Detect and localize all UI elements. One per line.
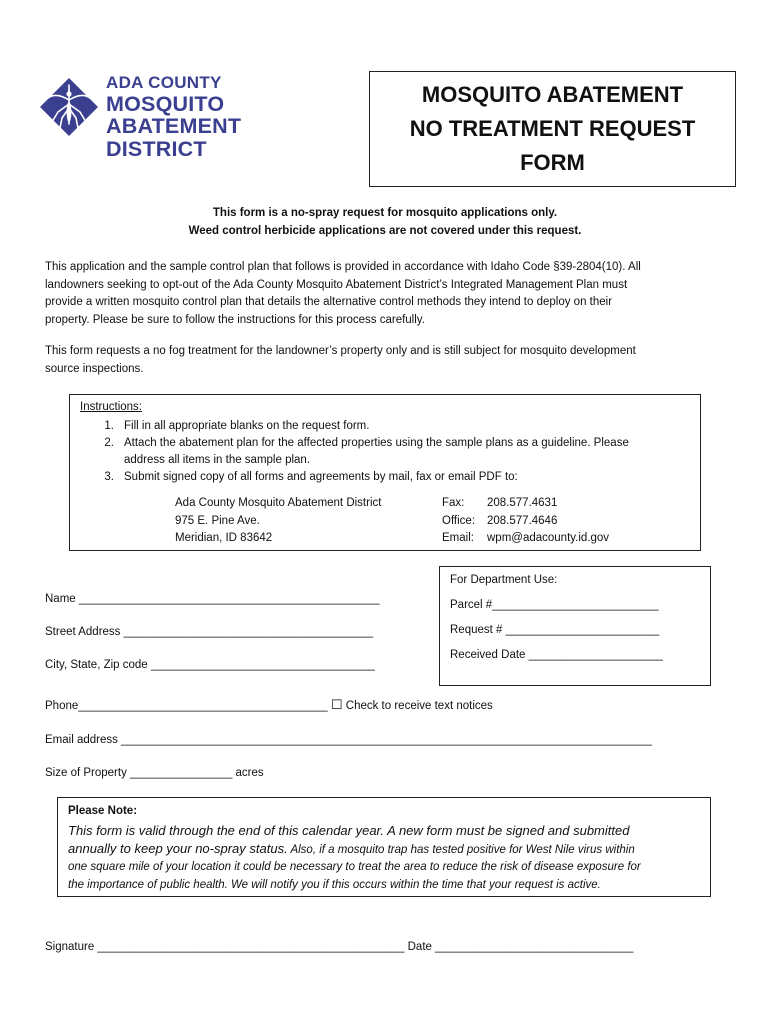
logo-line-1: ADA COUNTY xyxy=(106,73,222,92)
list-item-number: 3. xyxy=(104,471,114,483)
address-line: 975 E. Pine Ave. xyxy=(175,514,260,527)
list-item-number: 2. xyxy=(104,437,114,449)
intro-paragraph-1 xyxy=(45,259,725,329)
list-item-number: 1. xyxy=(104,420,114,432)
form-title-box xyxy=(369,71,736,187)
city-state-zip-field[interactable]: City, State, Zip code ___________________________________ xyxy=(45,659,375,671)
department-use-box xyxy=(439,566,711,686)
list-item-text-continued: address all items in the sample plan. xyxy=(124,454,311,466)
phone-field[interactable]: Phone_______________________________________ xyxy=(45,700,328,712)
note-line-3: one square mile of your location it could be necessary to treat the area to reduce the risk of disease exposure for xyxy=(68,861,641,873)
parcel-number-field[interactable]: Parcel #__________________________ xyxy=(450,599,659,611)
text-notices-label: Check to receive text notices xyxy=(345,700,493,712)
note-line-2-small: Also, if a mosquito trap has tested positive for West Nile virus within xyxy=(287,843,635,856)
list-item-text: Attach the abatement plan for the affected properties using the sample plans as a guideline. Please xyxy=(124,437,629,449)
para1-line-3: provide a written mosquito control plan that details the alternative control methods they intend to deploy on their xyxy=(45,296,613,308)
contact-value: 208.577.4631 xyxy=(487,497,558,509)
contact-fax xyxy=(442,495,609,513)
para2-line-1: This form requests a no fog treatment for the landowner’s property only and is still subject for mosquito development xyxy=(45,345,636,357)
email-address-field[interactable]: Email address ___________________________________________________________________________________ xyxy=(45,734,652,746)
text-notices-checkbox[interactable]: ☐ xyxy=(330,697,343,712)
instructions-heading: Instructions: xyxy=(80,401,142,413)
logo-wordmark xyxy=(106,74,358,161)
phone-row xyxy=(45,697,493,713)
para1-line-1: This application and the sample control plan that follows is provided in accordance with Idaho Code §39-2804(10). All xyxy=(45,261,641,273)
note-line-1: This form is valid through the end of this calendar year. A new form must be signed and submitted xyxy=(68,823,630,838)
contact-email xyxy=(442,530,609,548)
please-note-body xyxy=(68,822,708,894)
note-line-4: the importance of public health. We will notify you if this occurs within the time that your request is active. xyxy=(68,878,601,891)
please-note-heading: Please Note: xyxy=(68,805,138,817)
intro-bold-line-2: Weed control herbicide applications are not covered under this request. xyxy=(188,225,582,237)
para1-line-4: property. Please be sure to follow the instructions for this process carefully. xyxy=(45,313,425,326)
intro-bold-line-1: This form is a no-spray request for mosquito applications only. xyxy=(212,207,558,219)
note-line-2-large: annually to keep your no-spray status. xyxy=(68,840,288,856)
instructions-box xyxy=(69,394,701,551)
please-note-box xyxy=(57,797,711,897)
street-address-field[interactable]: Street Address _______________________________________ xyxy=(45,626,374,638)
list-item-text: Submit signed copy of all forms and agreements by mail, fax or email PDF to: xyxy=(124,471,518,483)
list-item xyxy=(80,418,690,435)
contact-value: 208.577.4646 xyxy=(487,514,558,527)
intro-paragraph-2 xyxy=(45,343,725,378)
name-field[interactable]: Name _______________________________________________ xyxy=(45,593,380,605)
contact-value[interactable]: wpm@adacounty.id.gov xyxy=(487,532,610,544)
title-line-2: NO TREATMENT REQUEST xyxy=(409,116,696,141)
mosquito-logo-icon xyxy=(38,76,100,138)
title-line-1: MOSQUITO ABATEMENT xyxy=(421,82,684,107)
logo-line-2: MOSQUITO ABATEMENT xyxy=(106,92,242,138)
list-item xyxy=(80,435,690,469)
logo-line-3: DISTRICT xyxy=(106,137,207,161)
title-line-3: FORM xyxy=(520,150,585,175)
para2-line-2: source inspections. xyxy=(45,362,144,375)
signature-date-field[interactable]: Signature ________________________________________________ Date _______________________________ xyxy=(45,941,634,953)
contact-office xyxy=(442,513,609,531)
mailing-address xyxy=(175,495,381,548)
contact-label: Office: xyxy=(442,514,476,527)
contact-label: Email: xyxy=(442,532,474,544)
instructions-list xyxy=(80,418,690,486)
address-line: Ada County Mosquito Abatement District xyxy=(175,497,382,509)
request-number-field[interactable]: Request # ________________________ xyxy=(450,624,660,636)
address-line: Meridian, ID 83642 xyxy=(175,532,273,544)
property-size-field[interactable]: Size of Property ________________ acres xyxy=(45,767,264,779)
para1-line-2: landowners seeking to opt-out of the Ada County Mosquito Abatement District’s Integrated Management Plan must xyxy=(45,278,628,291)
list-item xyxy=(80,469,690,486)
district-logo xyxy=(38,73,358,161)
received-date-field[interactable]: Received Date _____________________ xyxy=(450,649,663,661)
contact-info xyxy=(442,495,609,548)
list-item-text: Fill in all appropriate blanks on the request form. xyxy=(124,420,370,432)
department-use-heading: For Department Use: xyxy=(450,574,558,586)
contact-label: Fax: xyxy=(442,497,465,509)
